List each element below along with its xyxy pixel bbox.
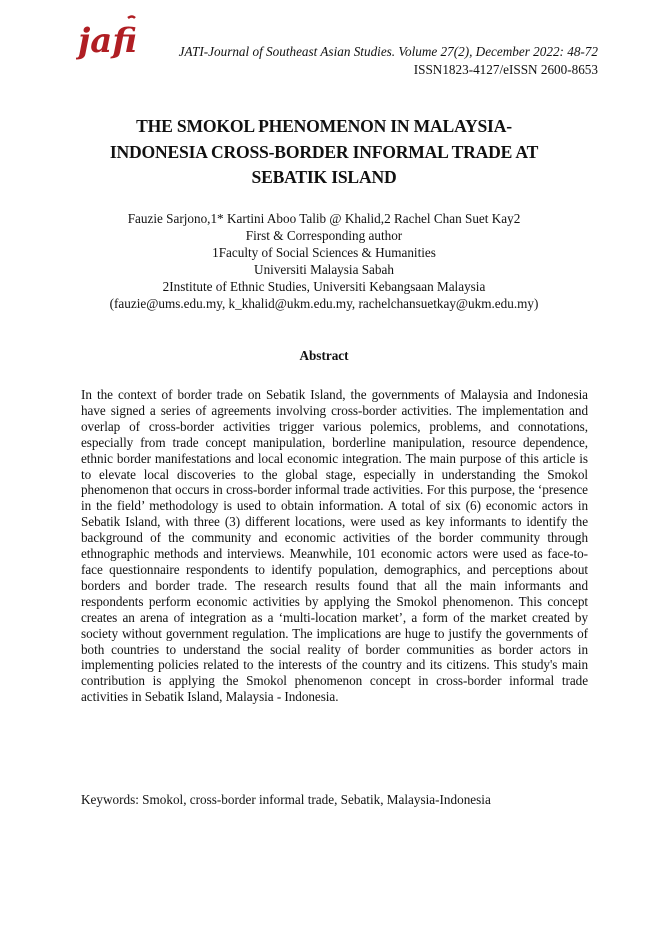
journal-citation: JATI-Journal of Southeast Asian Studies. Volume 27(2), December 2022: 48-72 [178,44,598,59]
affiliation-2: 2Institute of Ethnic Studies, Universiti Kebangsaan Malaysia [162,279,486,295]
abstract-heading: Abstract [299,348,349,363]
keywords-line: Keywords: Smokol, cross-border informal trade, Sebatik, Malaysia-Indonesia [81,792,491,807]
logo-wordmark: jafi [78,21,138,61]
university-1: Universiti Malaysia Sabah [254,262,394,278]
author-emails: (fauzie@ums.edu.my, k_khalid@ukm.edu.my, rachelchansuetkay@ukm.edu.my) [109,296,539,312]
issn-line: ISSN1823-4127/eISSN 2600-8653 [413,62,598,77]
affiliation-1: 1Faculty of Social Sciences & Humanities [212,245,436,261]
paper-title [80,114,568,191]
author-block [60,210,588,313]
title-line: SEBATIK ISLAND [251,167,397,187]
author-role: First & Corresponding author [245,228,403,244]
abstract-text: In the context of border trade on Sebatik Island, the governments of Malaysia and Indonesia have signed a series of agreements involving cross-border activities. The implementation and overlap of cross-border activities trigger various polemics, problems, and connotations, especially from trade concept manipulation, borderline manipulation, resource dependence, ethnic border manifestations and local economic integration. The main purpose of this article is to elevate local discoveries to the global stage, especially in understanding the Smokol phenomenon that occurs in cross-border informal trade activities. For this purpose, the ‘presence in the field’ methodology is used to obtain information. A total of six (6) economic actors in Sebatik Island, with three (3) different locations, were used as key informants to identify the background of the community and economic activities of the border community through ethnographic methods and interviews. Meanwhile, 101 economic actors were used as face-to-face questionnaire respondents to identify population, demographics, and perceptions about borders and border trade. The research results found that all the main informants and respondents perform economic activities by applying the Smokol phenomenon. This concept creates an arena of integration as a ‘multi-location market’, a form of the market created by society without government regulation. The implications are huge to justify the governments of both countries to understand the social reality of border communities as border actors in implementing policies related to the interests of the country and its citizens. This study's main contribution is applying the Smokol phenomenon concept in cross-border informal trade activities in Sebatik Island, Malaysia - Indonesia. [81,387,588,705]
author-names: Fauzie Sarjono,1* Kartini Aboo Talib @ Khalid,2 Rachel Chan Suet Kay2 [127,211,521,226]
logo-accent-mark [128,17,135,19]
title-line: INDONESIA CROSS-BORDER INFORMAL TRADE AT [109,141,539,162]
title-line: THE SMOKOL PHENOMENON IN MALAYSIA- [136,116,512,136]
